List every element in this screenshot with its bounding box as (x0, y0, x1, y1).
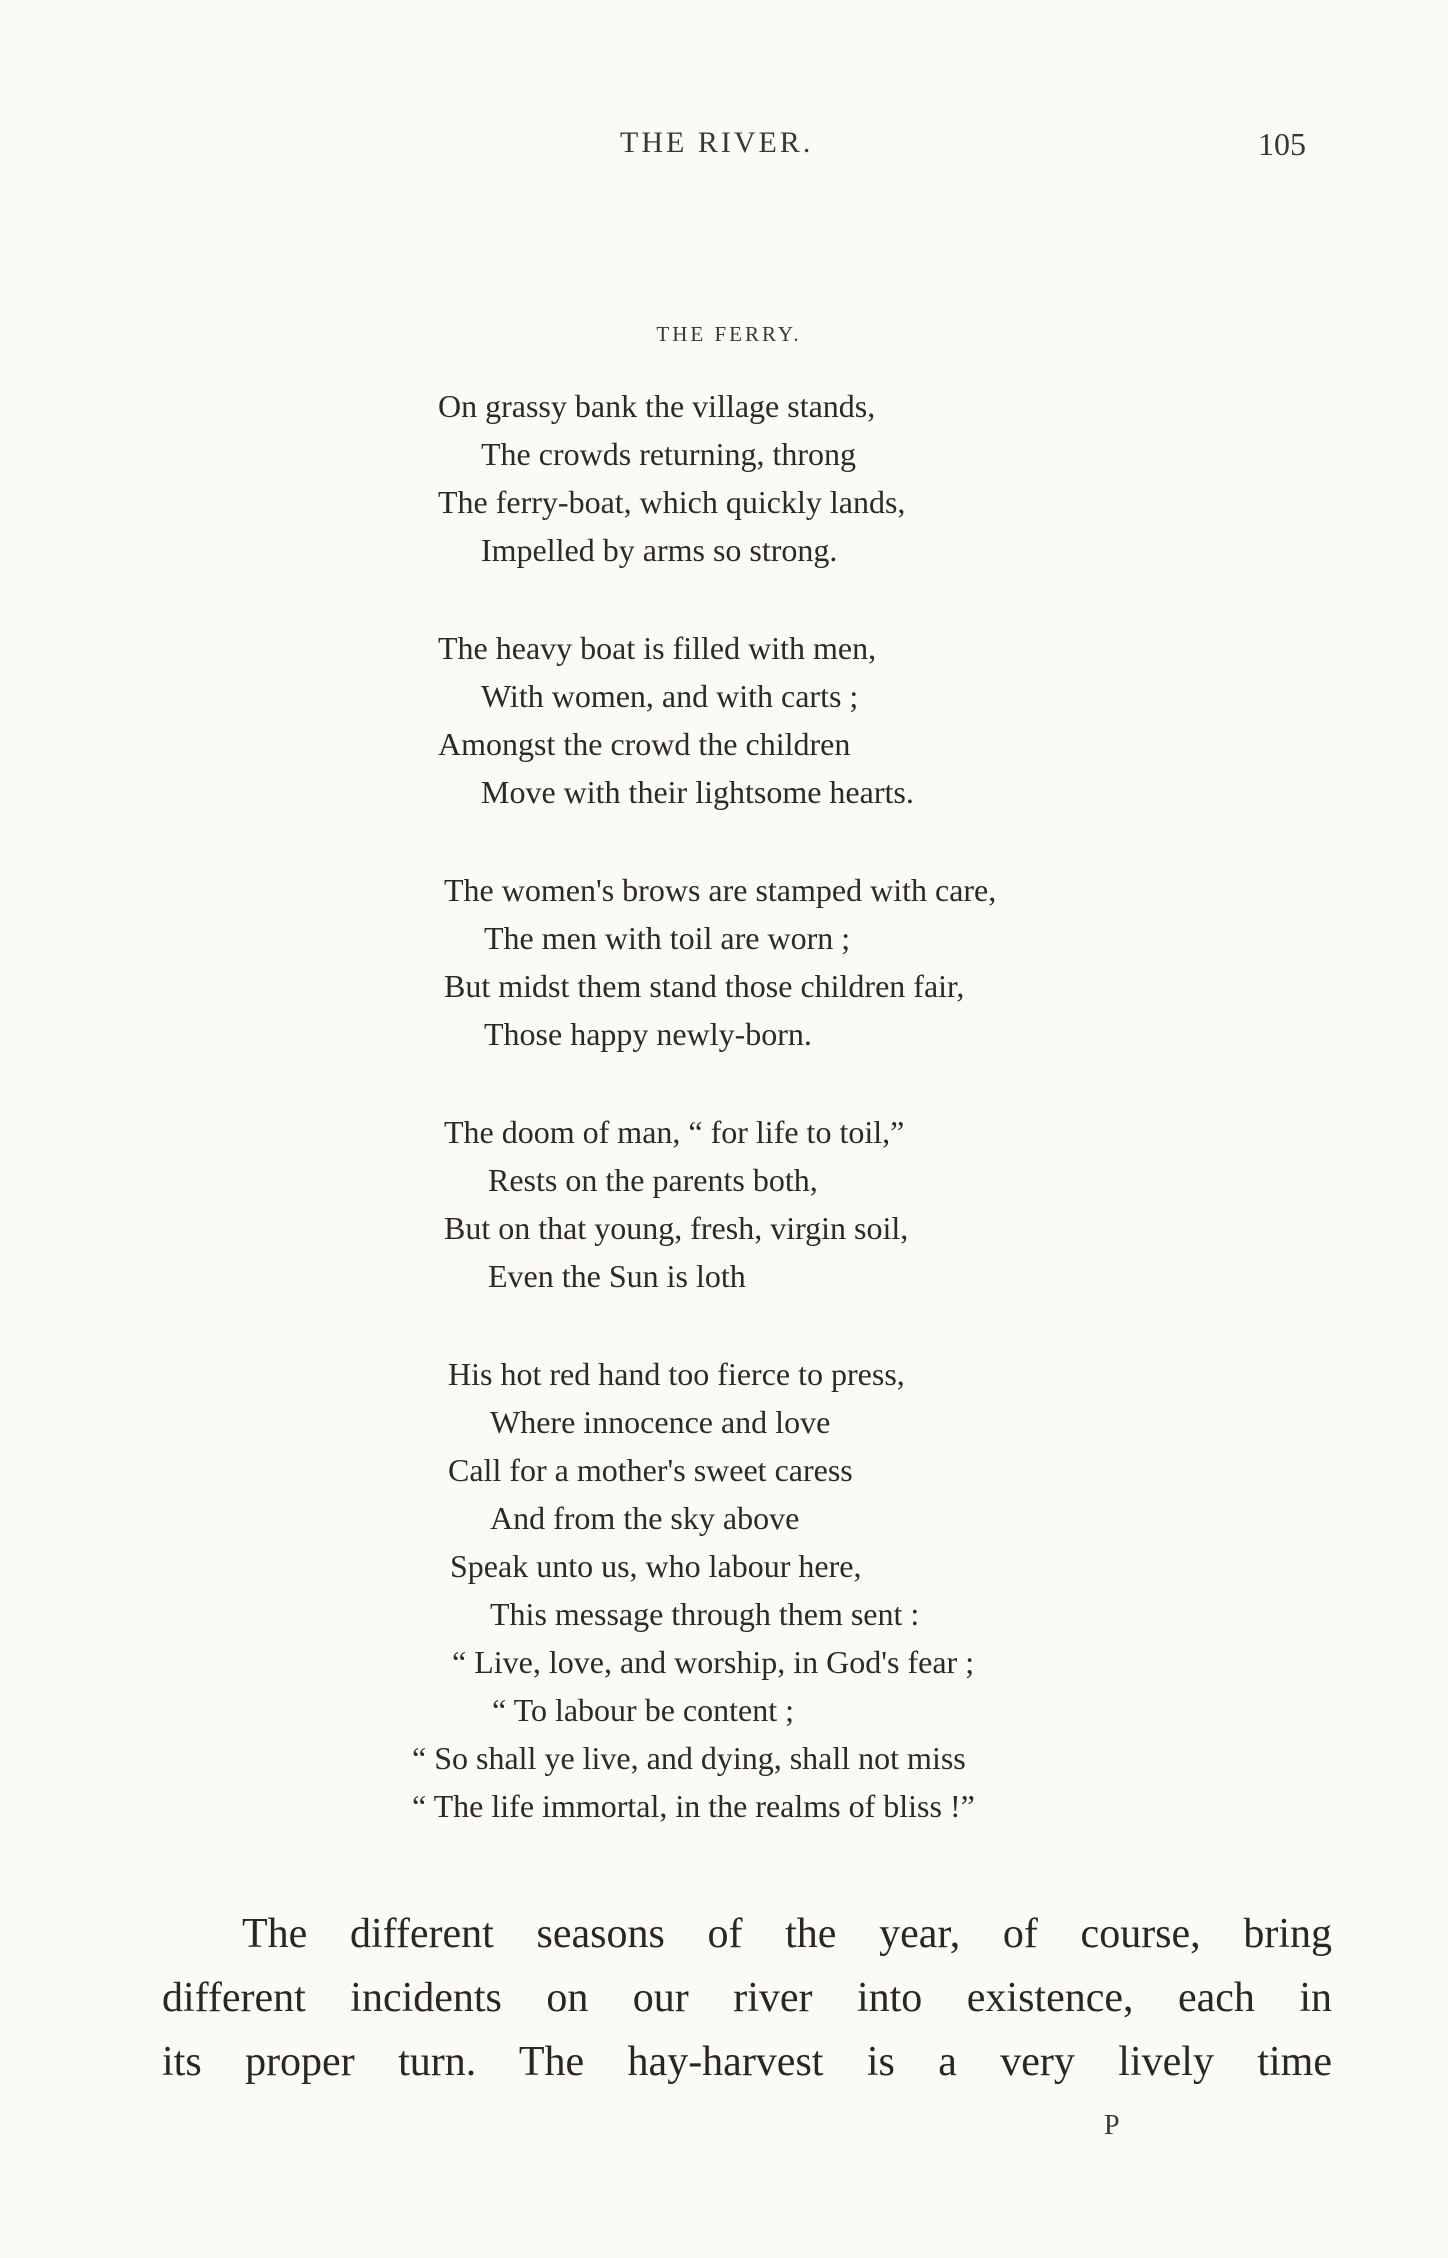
poem-line: Amongst the crowd the children (438, 726, 851, 762)
poem-line: Call for a mother's sweet caress (448, 1452, 853, 1488)
poem-line: On grassy bank the village stands, (438, 388, 876, 424)
poem-line: Impelled by arms so strong. (481, 532, 838, 568)
page-number: 105 (1258, 126, 1306, 162)
poem-line: The ferry-boat, which quickly lands, (438, 484, 906, 520)
running-title: THE RIVER. (620, 126, 814, 159)
poem-line: The heavy boat is filled with men, (438, 630, 877, 666)
poem-line: “ The life immortal, in the realms of bliss !” (412, 1788, 975, 1824)
poem-title: THE FERRY. (656, 322, 802, 346)
prose-line: The different seasons of the year, of course, bring (242, 1911, 1332, 1957)
prose-line: its proper turn. The hay-harvest is a very lively time (162, 2039, 1332, 2085)
poem-line: Move with their lightsome hearts. (481, 774, 914, 810)
prose-line: different incidents on our river into existence, each in (162, 1975, 1332, 2021)
poem-line: This message through them sent : (490, 1596, 920, 1632)
poem-line: And from the sky above (490, 1500, 800, 1536)
poem-line: Even the Sun is loth (488, 1258, 746, 1294)
poem-line: The women's brows are stamped with care, (444, 872, 997, 908)
poem-line: But on that young, fresh, virgin soil, (444, 1210, 909, 1246)
poem-line: The crowds returning, throng (481, 436, 857, 472)
running-head (0, 126, 1448, 166)
poem-line: The men with toil are worn ; (484, 920, 851, 956)
poem-line: Rests on the parents both, (488, 1162, 818, 1198)
poem-line: His hot red hand too fierce to press, (448, 1356, 905, 1392)
prose-paragraph (162, 1902, 1332, 2094)
poem-line: The doom of man, “ for life to toil,” (444, 1114, 905, 1150)
poem-line: With women, and with carts ; (481, 678, 859, 714)
poem-line: But midst them stand those children fair, (444, 968, 965, 1004)
poem-line: Where innocence and love (490, 1404, 831, 1440)
signature-mark: P (1104, 2110, 1120, 2141)
poem-line: “ Live, love, and worship, in God's fear ; (452, 1644, 975, 1680)
poem-line: Speak unto us, who labour here, (450, 1548, 862, 1584)
poem-line: “ To labour be content ; (492, 1692, 794, 1728)
poem-line: “ So shall ye live, and dying, shall not miss (412, 1740, 966, 1776)
poem-line: Those happy newly-born. (484, 1016, 812, 1052)
